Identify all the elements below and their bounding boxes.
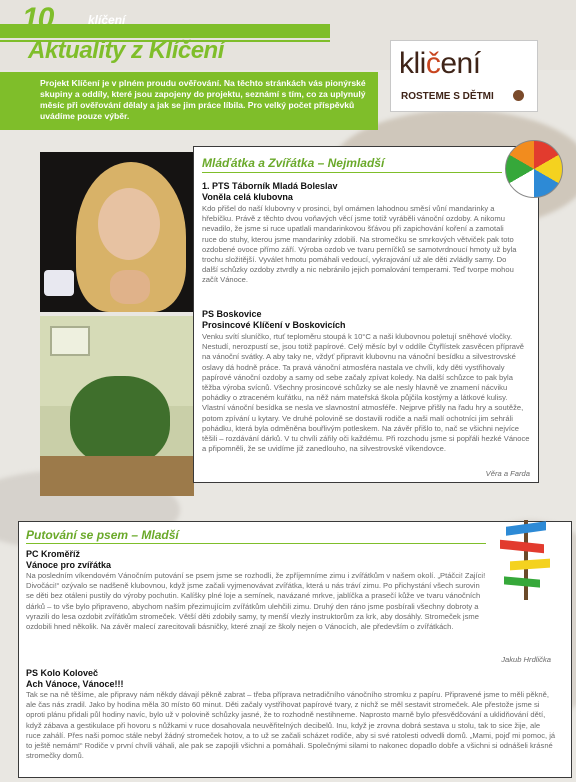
photo-cup <box>44 270 74 296</box>
logo-wordmark <box>399 47 481 81</box>
article-subtitle: Voněla celá klubovna <box>202 192 293 202</box>
photo-window <box>50 326 90 356</box>
article <box>26 668 556 761</box>
article-org: 1. PTS Táborník Mladá Boleslav <box>202 181 338 191</box>
section-divider <box>26 543 486 544</box>
issue-number: 10 <box>22 2 54 35</box>
logo-word-suffix: ení <box>440 47 481 80</box>
article-subtitle: Vánoce pro zvířátka <box>26 560 112 570</box>
article <box>202 181 518 286</box>
photo-decorated-branches <box>40 316 194 496</box>
article-signature: Věra a Farda <box>485 469 530 478</box>
section-divider <box>202 172 502 173</box>
article-card-younger <box>18 521 572 778</box>
photo-table <box>40 456 194 496</box>
article-org: PC Kroměříž <box>26 549 81 559</box>
beach-ball-icon <box>505 140 563 198</box>
photo-hand <box>110 270 150 304</box>
issue-tag: klíčení <box>88 13 126 27</box>
photo-face <box>98 188 160 260</box>
article-signature: Jakub Hrdlička <box>501 655 551 664</box>
article-subtitle: Prosincové Klíčení v Boskovicích <box>202 320 346 330</box>
logo-tagline: ROSTEME S DĚTMI <box>401 91 494 102</box>
article-org: PS Kolo Koloveč <box>26 668 99 678</box>
section-title: Putování se psem – Mladší <box>26 528 179 542</box>
article-subtitle: Ach Vánoce, Vánoce!!! <box>26 679 124 689</box>
logo-word-accent: č <box>425 47 441 80</box>
article-card-youngest <box>193 146 539 483</box>
article <box>26 549 486 632</box>
leaf-icon <box>513 90 524 101</box>
article-body: Venku svítí sluníčko, rtuť teploměru stoupá k 10°C a naši klubovnou poletují sněhové vločky. Nestudí, nerozpustí se, jsou totiž papírové. Celý měsíc byl v oddíle Čtyřlístek zasvěcen přípravě na vánoční svátky. A aby taky ne, vždyť připravit klubovnu na vánoční besídku a silvestrovské oslavy dá hodně práce. Ta pravá vánoční atmosféra nastala ve chvíli, kdy děti vystřihovaly papírové vánoční ozdoby a samy od sebe začaly zpívat koledy. Na další schůzce to pak byla těžba výroba svícnů. Všechny prosincové schůzky se ale nesly hlavně ve znamení nácviku pohádky o ztraceném kuřátku, na něž nám mateřská škola půjčila kostýmy a látkové kulisy. Vlastní vánoční besídka se nesla ve slavnostní atmosféře. Nejprve přišly na řadu hry a soutěže, potom zpívání u kytary. Ve druhé polovině se dostavili rodiče a naši malí ochotníci jim sehráli pohádku, která byla odměněna bouřlivým potleskem. Na závěr přišlo to, nač se všichni nejvíce těšili – rozdávání dárků. V tu chvíli zářily oči každému. Při rozchodu jsme si popřáli hezké Vánoce a připomněli, že se uvidíme již zanedlouho, na silvestrovské víkendovce. <box>202 332 530 454</box>
section-title: Mláďátka a Zvířátka – Nejmladší <box>202 156 385 170</box>
photo-girl-with-ornament <box>40 152 194 312</box>
article-body: Kdo přišel do naší klubovny v prosinci, byl omámen lahodnou směsí vůní mandarinky a hřebíčku. Právě z těchto dvou voňavých věcí jsme totiž vyráběli vánoční ozdoby. A nikomu nevadilo, že jsme si ruce upatlali mandarinkovou šťávou při zapichování koření a zamotali ruce do stuhy, kterou jsme mandarinky zdobili. Na stromečku se smrkových větviček pak toto ozdobené ovoce přímo září. Výroba ozdob ve tvaru perníčků se samotvrdnoucí hmoty už byla trochu složitější. Vyválet hmotu pomáhali vedoucí, vykrajování už ale děti zvládly samy. Do další schůzky ozdoby ztvrdly a nic nebránilo jejich pomalování temperami. Teď tvorpe mohou začít Vánoce. <box>202 204 517 285</box>
intro-box <box>0 72 378 130</box>
page-title: Aktuality z Klíčení <box>28 37 224 64</box>
photo-tree <box>70 376 170 466</box>
logo-word-prefix: kli <box>399 47 426 80</box>
article <box>202 309 532 454</box>
klicini-logo <box>390 40 538 112</box>
intro-text: Projekt Klíčení je v plném proudu ověřování. Na těchto stránkách vás pionýrské skupiny a oddíly, které jsou zapojeny do projektu, seznámí s tím, co za uplynulý měsíc při ověřování dělaly a jak se jim práce líbila. Pro velký počet příspěvků uvádíme pouze výběr. <box>40 78 366 121</box>
article-body: Tak se na ně těšíme, ale připravy nám někdy dávají pěkně zabrat – třeba příprava netradičního vánočního stromku z papíru. Připravené jsme to měli pěkně, ale čas nás zradil. Jako by hodina měla 30 místo 60 minut. Děti začaly vystřihovat papírové tvary, z nichž se měl sestavit stromeček. Ale přestože jsme si oproti plánu přidali půl hodiny navíc, bylo už v polovině schůzky jasné, že to rozhodně nestihneme. Naprosto marně bylo přesvědčování a uklidňování dětí, když zábava a gestikulace při hovoru s nůžkami v ruce dosahovala neuvěřitelných decibelů. Inu, když je zrovna dobrá sestava u stolu, tak to sice žije, ale ruce zahálí. Přes naši pomoc stále nebyl žádný stromeček hotov, a to už se začali scházet rodiče, aby si své ratolesti odvedli domů. „Mami, pojď mi pomoc, já to ještě nemám!“ Rodiče v první chvíli váhali, ale pak se zapojili všichni a pomáhali. Společnými silami to nakonec dopadlo dobře a všichni si odnášeli krásné stromečky domů. <box>26 690 556 761</box>
article-org: PS Boskovice <box>202 309 262 319</box>
article-body: Na posledním víkendovém Vánočním putování se psem jsme se rozhodli, že zpříjemníme zimu i zvířátkům v našem okolí. „Ptáčci! Zajíci! Divočáci!“ ozývalo se nadšeně klubovnou, když jsme začali vyjmenovávat zvířátka, která u nás tráví zimu. Po přichystání všech surovin se děti bez otáleni pustily do výroby pochutin. Kalíšky plné loje a semínek, navázané mrkve, jablíčka a prasečí kůže ve tvaru vánočních dárků – to vše bylo připraveno, abychom naším přezimujícím zvířátkům ulehčili zimu. Druhý den ráno jsme posbírali všechny dobroty a vyrazili do lesa ozdobit zvířátkům stromeček. Větší děti zdobily samy, ty menší vlezly instruktorům za krk, aby dosáhly. Stromeček jsme ozdobili hned několik. Na závěr malecí zarecitovali básničky, které znají ze školy nejen o Vánocích, ale především o zvířátkách. <box>26 571 486 632</box>
